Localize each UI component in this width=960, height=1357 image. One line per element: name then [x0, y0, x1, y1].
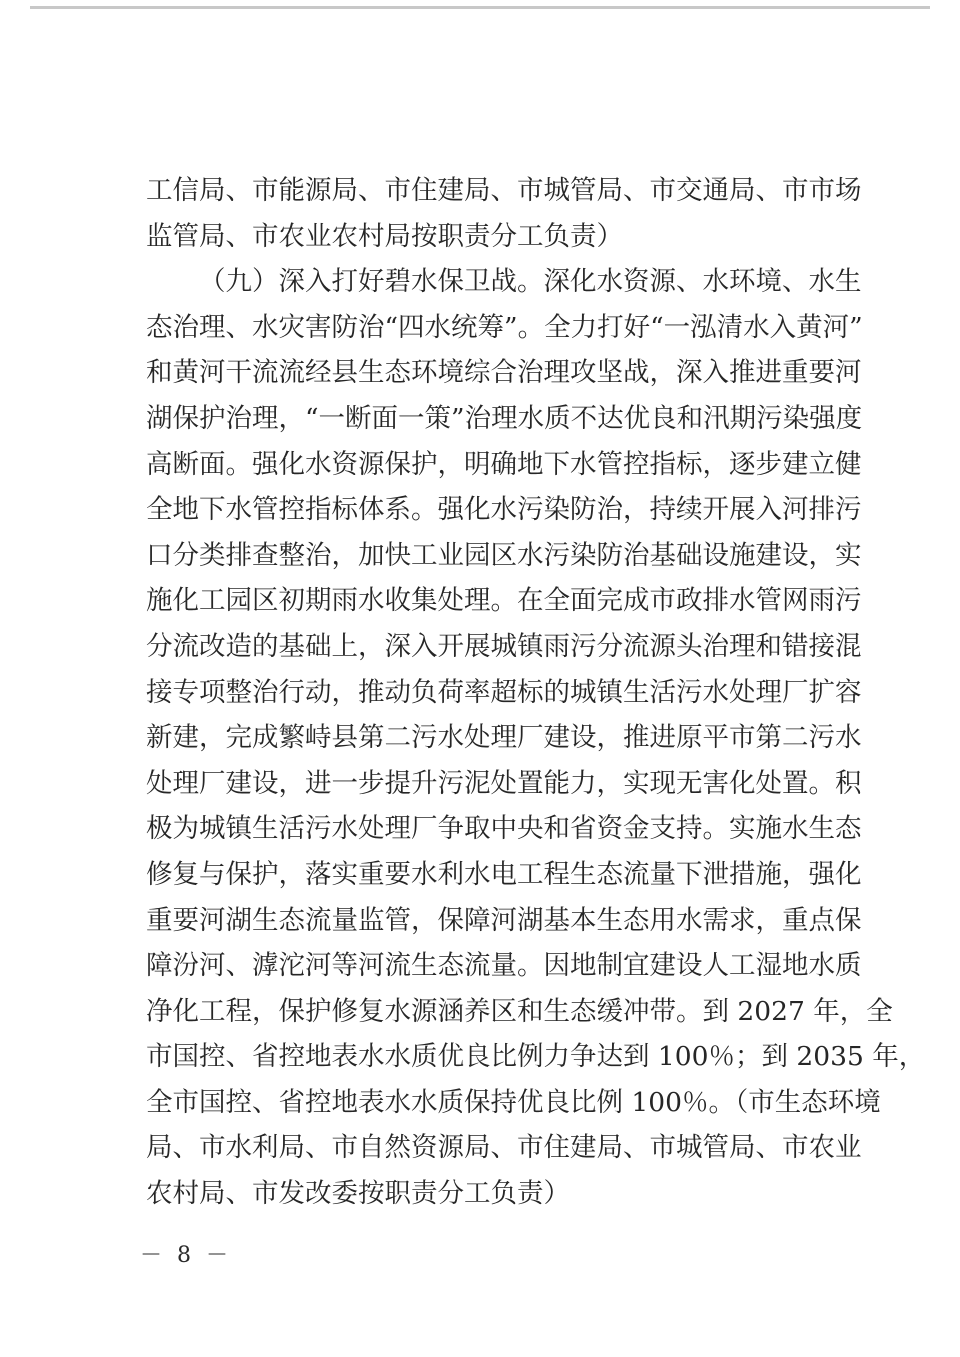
text-line: （九）深入打好碧水保卫战。深化水资源、水环境、水生	[199, 266, 862, 298]
text-line: 修复与保护，落实重要水利水电工程生态流量下泄措施，强化	[146, 858, 862, 890]
text-line: 工信局、市能源局、市住建局、市城管局、市交通局、市市场	[146, 175, 862, 206]
text-line: 障汾河、滹沱河等河流生态流量。因地制宜建设人工湿地水质	[146, 950, 862, 982]
text-line: 新建，完成繁峙县第二污水处理厂建设，推进原平市第二污水	[146, 722, 862, 754]
text-line: 分流改造的基础上，深入开展城镇雨污分流源头治理和错接混	[146, 630, 862, 662]
text-line: 和黄河干流流经县生态环境综合治理攻坚战，深入推进重要河	[146, 357, 862, 389]
text-line: 农村局、市发改委按职责分工负责）	[146, 1178, 570, 1210]
text-line: 全市国控、省控地表水水质保持优良比例 100％。（市生态环境	[146, 1086, 881, 1118]
scan-top-edge	[30, 6, 930, 9]
text-line: 市国控、省控地表水水质优良比例力争达到 100％；到 2035 年，	[146, 1041, 926, 1073]
page-number: － 8 －	[140, 1243, 232, 1268]
text-line: 净化工程，保护修复水源涵养区和生态缓冲带。到 2027 年，全	[146, 995, 893, 1027]
text-line: 湖保护治理，“一断面一策”治理水质不达优良和汛期污染强度	[146, 402, 863, 434]
text-line: 接专项整治行动，推动负荷率超标的城镇生活污水处理厂扩容	[146, 676, 862, 708]
text-line: 全地下水管控指标体系。强化水污染防治，持续开展入河排污	[146, 494, 862, 526]
text-line: 口分类排查整治，加快工业园区水污染防治基础设施建设，实	[146, 539, 862, 571]
text-line: 重要河湖生态流量监管，保障河湖基本生态用水需求，重点保	[146, 904, 862, 936]
text-line: 处理厂建设，进一步提升污泥处置能力，实现无害化处置。积	[146, 767, 862, 799]
text-line: 监管局、市农业农村局按职责分工负责）	[146, 220, 623, 252]
document-body	[146, 168, 926, 1217]
text-line: 高断面。强化水资源保护，明确地下水管控指标，逐步建立健	[146, 448, 862, 480]
text-line: 极为城镇生活污水处理厂争取中央和省资金支持。实施水生态	[146, 813, 862, 845]
text-line: 施化工园区初期雨水收集处理。在全面完成市政排水管网雨污	[146, 585, 862, 617]
text-line: 态治理、水灾害防治“四水统筹”。全力打好“一泓清水入黄河”	[146, 311, 863, 343]
text-line: 局、市水利局、市自然资源局、市住建局、市城管局、市农业	[146, 1132, 862, 1164]
